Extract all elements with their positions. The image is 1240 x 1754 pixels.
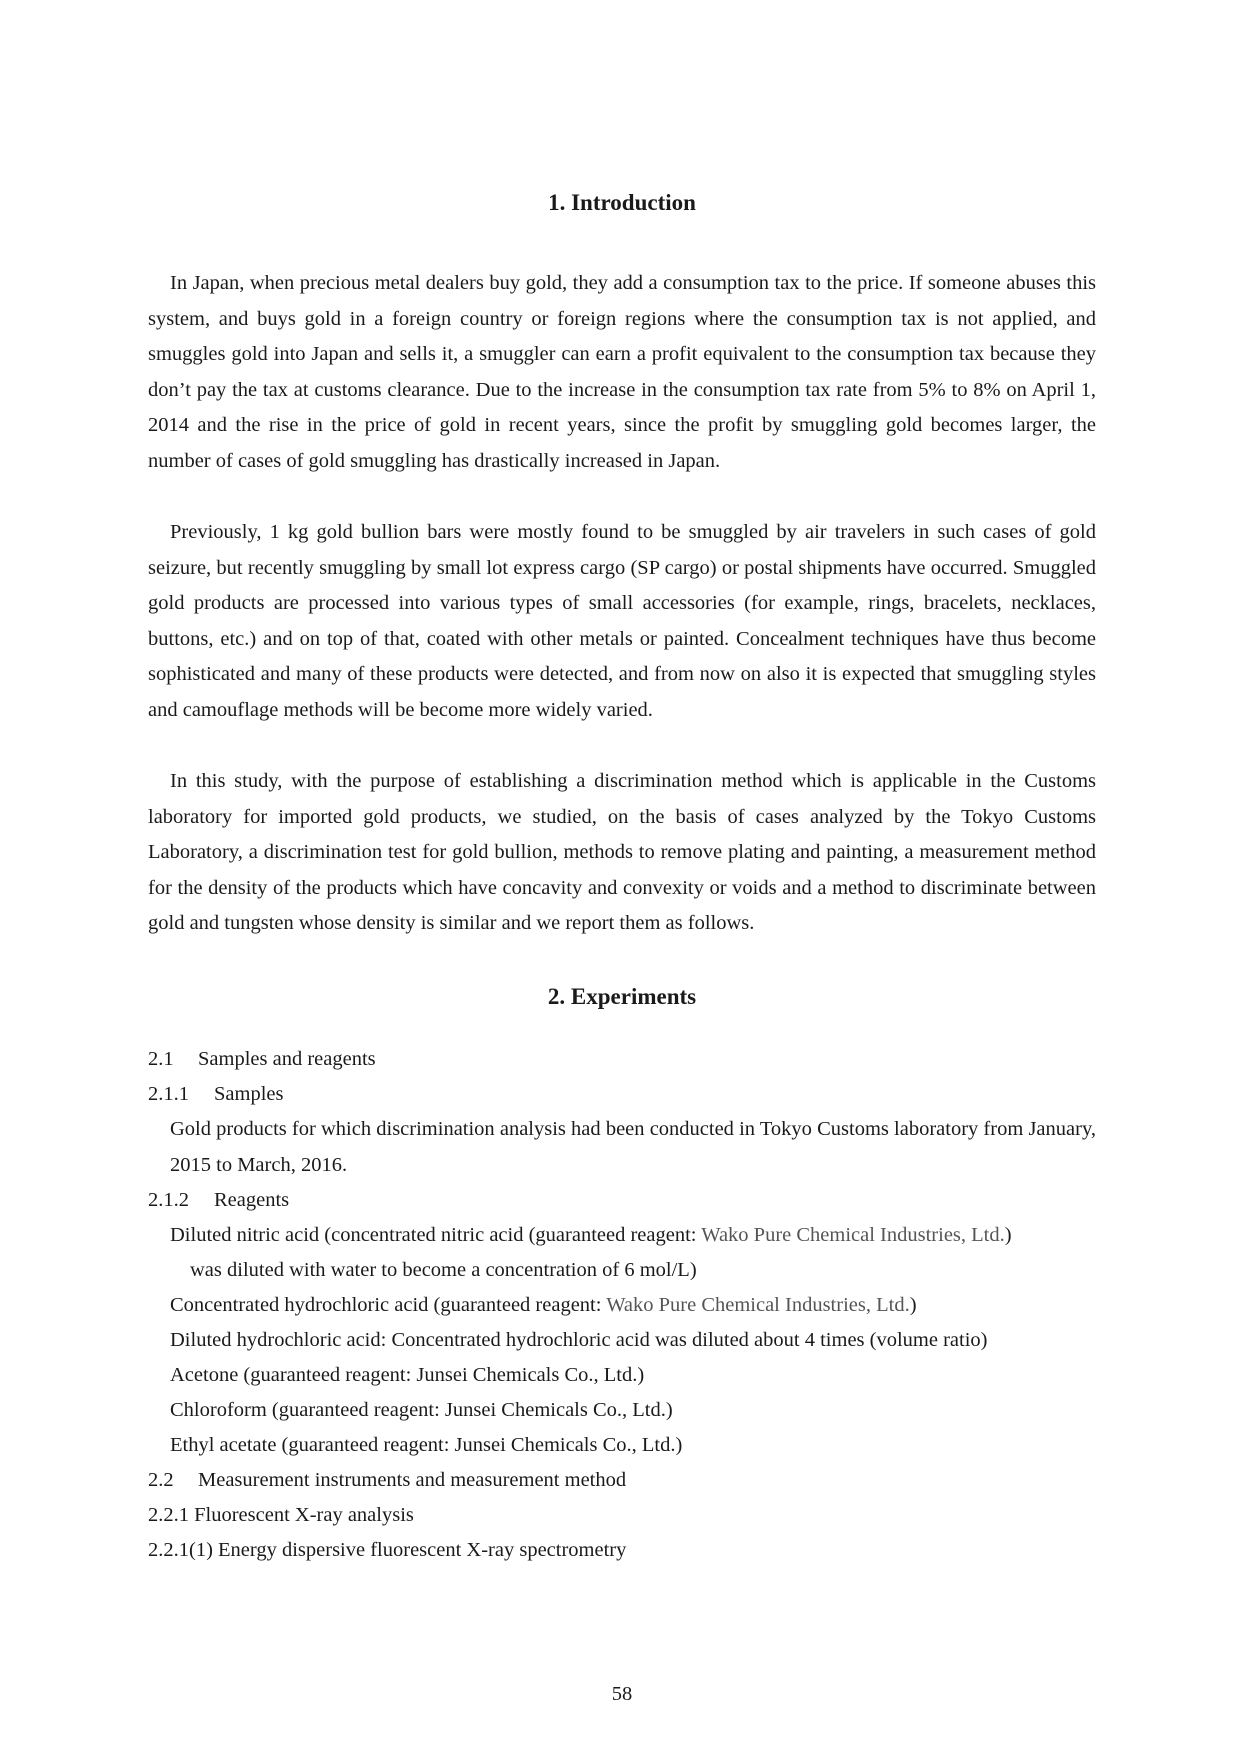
subsection-2-1-2 [148,1183,289,1219]
subsection-label: Reagents [214,1189,290,1211]
reagent-vendor: Wako Pure Chemical Industries, Ltd. [701,1224,1005,1246]
reagent-text-end: ) [909,1294,917,1316]
subsection-2-1-1 [148,1077,283,1113]
reagent-conc-hydrochloric-acid [170,1288,917,1324]
subsection-number: 2.1 [148,1048,174,1070]
section-title-experiments: 2. Experiments [547,984,697,1009]
reagent-nitric-acid [170,1218,1012,1254]
intro-paragraph-1: In Japan, when precious metal dealers buy gold, they add a consumption tax to the price. If someone abuses this system, and buys gold in a foreign country or foreign regions where the consumption tax is not applied, and smuggles gold into Japan and sells it, a smuggler can earn a profit equivalent to the consumption tax because they don’t pay the tax at customs clearance. Due to the increase in the consumption tax rate from 5% to 8% on April 1, 2014 and the rise in the price of gold in recent years, since the profit by smuggling gold becomes larger, the number of cases of gold smuggling has drastically increased in Japan. [148,272,1096,472]
subsection-2-2-1: 2.2.1 Fluorescent X-ray analysis [148,1504,414,1526]
reagent-diluted-hydrochloric-acid: Diluted hydrochloric acid: Concentrated hydrochloric acid was diluted about 4 times (volume ratio) [170,1329,988,1351]
subsection-number: 2.1.1 [148,1083,189,1105]
subsection-label: Measurement instruments and measurement method [198,1469,627,1491]
subsection-2-1 [148,1042,376,1078]
reagent-ethyl-acetate: Ethyl acetate (guaranteed reagent: Junsei Chemicals Co., Ltd.) [170,1434,683,1456]
samples-text: Gold products for which discrimination analysis had been conducted in Tokyo Customs laboratory from January, 2015 to March, 2016. [170,1118,1096,1176]
paper-page [148,0,1096,1754]
intro-paragraph-2: Previously, 1 kg gold bullion bars were mostly found to be smuggled by air travelers in such cases of gold seizure, but recently smuggling by small lot express cargo (SP cargo) or postal shipments have occurred. Smuggled gold products are processed into various types of small accessories (for example, rings, bracelets, necklaces, buttons, etc.) and on top of that, coated with other metals or painted. Concealment techniques have thus become sophisticated and many of these products were detected, and from now on also it is expected that smuggling styles and camouflage methods will be become more widely varied. [148,521,1096,721]
subsection-2-2 [148,1463,626,1499]
page-number: 58 [611,1683,633,1705]
subsection-label: Samples [214,1083,284,1105]
reagent-text: Concentrated hydrochloric acid (guaranteed reagent: [170,1294,607,1316]
reagent-vendor: Wako Pure Chemical Industries, Ltd. [606,1294,910,1316]
reagent-acetone: Acetone (guaranteed reagent: Junsei Chemicals Co., Ltd.) [170,1364,645,1386]
reagent-chloroform: Chloroform (guaranteed reagent: Junsei Chemicals Co., Ltd.) [170,1399,673,1421]
subsection-2-2-1-1: 2.2.1(1) Energy dispersive fluorescent X-ray spectrometry [148,1539,627,1561]
subsection-number: 2.1.2 [148,1189,189,1211]
reagent-nitric-acid-cont: was diluted with water to become a concentration of 6 mol/L) [190,1259,697,1281]
section-title-introduction: 1. Introduction [548,190,696,215]
reagent-text: Diluted nitric acid (concentrated nitric acid (guaranteed reagent: [170,1224,702,1246]
intro-paragraph-3: In this study, with the purpose of establishing a discrimination method which is applicable in the Customs laboratory for imported gold products, we studied, on the basis of cases analyzed by the Tokyo Customs Laboratory, a discrimination test for gold bullion, methods to remove plating and painting, a measurement method for the density of the products which have concavity and convexity or voids and a method to discriminate between gold and tungsten whose density is similar and we report them as follows. [148,770,1096,935]
subsection-label: Samples and reagents [198,1048,376,1070]
reagent-text-end: ) [1004,1224,1012,1246]
subsection-number: 2.2 [148,1469,174,1491]
